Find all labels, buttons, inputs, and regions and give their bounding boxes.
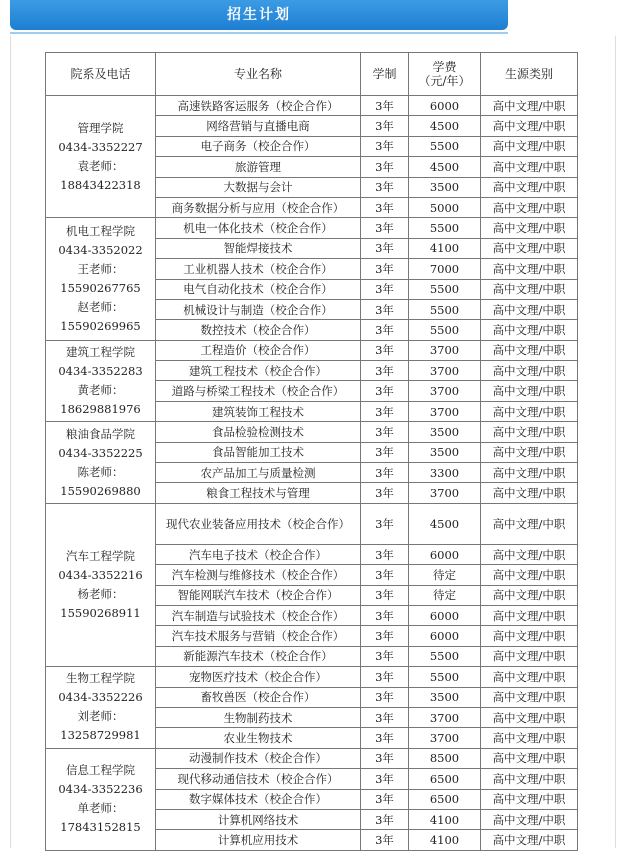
department-line: 15590268911 <box>60 605 141 620</box>
duration-cell: 3年 <box>361 483 409 503</box>
fee-cell: 4100 <box>409 830 481 850</box>
table-header-row <box>46 53 578 96</box>
source-cell: 高中文理/中职 <box>481 585 578 605</box>
source-cell: 高中文理/中职 <box>481 157 578 177</box>
department-cell <box>46 218 156 340</box>
header-source: 生源类别 <box>481 53 578 96</box>
major-cell: 食品智能加工技术 <box>156 442 361 462</box>
major-cell: 生物制药技术 <box>156 707 361 727</box>
source-cell: 高中文理/中职 <box>481 707 578 727</box>
fee-cell: 3500 <box>409 687 481 707</box>
fee-cell: 4100 <box>409 238 481 258</box>
major-cell: 畜牧兽医（校企合作） <box>156 687 361 707</box>
source-cell: 高中文理/中职 <box>481 789 578 809</box>
fee-cell: 3700 <box>409 707 481 727</box>
duration-cell: 3年 <box>361 299 409 319</box>
source-cell: 高中文理/中职 <box>481 422 578 442</box>
major-cell: 智能焊接技术 <box>156 238 361 258</box>
major-cell: 动漫制作技术（校企合作） <box>156 748 361 768</box>
duration-cell: 3年 <box>361 687 409 707</box>
department-line: 18843422318 <box>60 177 141 192</box>
major-cell: 商务数据分析与应用（校企合作） <box>156 197 361 217</box>
source-cell: 高中文理/中职 <box>481 565 578 585</box>
fee-cell: 4500 <box>409 116 481 136</box>
duration-cell: 3年 <box>361 401 409 421</box>
major-cell: 数字媒体技术（校企合作） <box>156 789 361 809</box>
department-line: 杨老师： <box>77 586 124 601</box>
major-cell: 智能网联汽车技术（校企合作） <box>156 585 361 605</box>
banner-underline <box>10 32 508 34</box>
duration-cell: 3年 <box>361 238 409 258</box>
major-cell: 汽车电子技术（校企合作） <box>156 544 361 564</box>
department-line: 0434-3352283 <box>58 363 143 378</box>
department-cell <box>46 96 156 218</box>
duration-cell: 3年 <box>361 361 409 381</box>
duration-cell: 3年 <box>361 381 409 401</box>
department-line: 王老师： <box>77 262 124 277</box>
header-dept: 院系及电话 <box>46 53 156 96</box>
department-line: 生物工程学院 <box>66 671 135 686</box>
table-row <box>46 340 578 360</box>
major-cell: 农产品加工与质量检测 <box>156 463 361 483</box>
department-cell <box>46 667 156 749</box>
table-row <box>46 218 578 238</box>
source-cell: 高中文理/中职 <box>481 646 578 666</box>
duration-cell: 3年 <box>361 544 409 564</box>
department-line: 建筑工程学院 <box>66 344 135 359</box>
source-cell: 高中文理/中职 <box>481 809 578 829</box>
department-line: 管理学院 <box>77 120 124 135</box>
source-cell: 高中文理/中职 <box>481 728 578 748</box>
duration-cell: 3年 <box>361 259 409 279</box>
fee-cell: 待定 <box>409 565 481 585</box>
fee-cell: 4500 <box>409 157 481 177</box>
duration-cell: 3年 <box>361 585 409 605</box>
source-cell: 高中文理/中职 <box>481 340 578 360</box>
banner-title: 招生计划 <box>227 7 291 23</box>
fee-cell: 5500 <box>409 279 481 299</box>
source-cell: 高中文理/中职 <box>481 442 578 462</box>
fee-cell: 6000 <box>409 605 481 625</box>
source-cell: 高中文理/中职 <box>481 259 578 279</box>
major-cell: 计算机网络技术 <box>156 809 361 829</box>
source-cell: 高中文理/中职 <box>481 238 578 258</box>
department-line: 单老师： <box>77 801 124 816</box>
major-cell: 电子商务（校企合作） <box>156 136 361 156</box>
major-cell: 汽车制造与试验技术（校企合作） <box>156 605 361 625</box>
department-cell <box>46 340 156 422</box>
source-cell: 高中文理/中职 <box>481 667 578 687</box>
fee-cell: 5500 <box>409 320 481 340</box>
duration-cell: 3年 <box>361 96 409 116</box>
fee-cell: 6500 <box>409 789 481 809</box>
source-cell: 高中文理/中职 <box>481 687 578 707</box>
duration-cell: 3年 <box>361 503 409 544</box>
source-cell: 高中文理/中职 <box>481 748 578 768</box>
department-line: 0434-3352022 <box>58 243 143 258</box>
header-duration: 学制 <box>361 53 409 96</box>
banner <box>0 0 620 40</box>
header-major: 专业名称 <box>156 53 361 96</box>
department-line: 陈老师： <box>77 464 124 479</box>
source-cell: 高中文理/中职 <box>481 605 578 625</box>
duration-cell: 3年 <box>361 830 409 850</box>
header-fee-line2: （元/年） <box>418 74 471 88</box>
duration-cell: 3年 <box>361 177 409 197</box>
major-cell: 现代农业装备应用技术（校企合作） <box>156 503 361 544</box>
source-cell: 高中文理/中职 <box>481 463 578 483</box>
fee-cell: 3700 <box>409 401 481 421</box>
department-line: 13258729981 <box>60 728 141 743</box>
major-cell: 大数据与会计 <box>156 177 361 197</box>
table-row <box>46 422 578 442</box>
fee-cell: 3700 <box>409 361 481 381</box>
source-cell: 高中文理/中职 <box>481 769 578 789</box>
major-cell: 道路与桥梁工程技术（校企合作） <box>156 381 361 401</box>
department-line: 17843152815 <box>60 820 141 835</box>
fee-cell: 3500 <box>409 422 481 442</box>
fee-cell: 8500 <box>409 748 481 768</box>
fee-cell: 6000 <box>409 626 481 646</box>
source-cell: 高中文理/中职 <box>481 320 578 340</box>
header-fee <box>409 53 481 96</box>
duration-cell: 3年 <box>361 340 409 360</box>
fee-cell: 6000 <box>409 96 481 116</box>
department-line: 黄老师： <box>77 382 124 397</box>
duration-cell: 3年 <box>361 422 409 442</box>
duration-cell: 3年 <box>361 218 409 238</box>
duration-cell: 3年 <box>361 136 409 156</box>
banner-bar <box>10 0 508 30</box>
fee-cell: 3700 <box>409 483 481 503</box>
major-cell: 粮食工程技术与管理 <box>156 483 361 503</box>
duration-cell: 3年 <box>361 565 409 585</box>
fee-cell: 待定 <box>409 585 481 605</box>
department-line: 15590269880 <box>60 483 141 498</box>
major-cell: 现代移动通信技术（校企合作） <box>156 769 361 789</box>
major-cell: 网络营销与直播电商 <box>156 116 361 136</box>
fee-cell: 5000 <box>409 197 481 217</box>
fee-cell: 3700 <box>409 340 481 360</box>
fee-cell: 3700 <box>409 381 481 401</box>
source-cell: 高中文理/中职 <box>481 197 578 217</box>
fee-cell: 6000 <box>409 544 481 564</box>
source-cell: 高中文理/中职 <box>481 116 578 136</box>
major-cell: 建筑工程技术（校企合作） <box>156 361 361 381</box>
department-line: 15590267765 <box>60 281 141 296</box>
department-line: 赵老师： <box>77 300 124 315</box>
source-cell: 高中文理/中职 <box>481 381 578 401</box>
department-cell <box>46 422 156 504</box>
table-body <box>46 96 578 851</box>
fee-cell: 6500 <box>409 769 481 789</box>
major-cell: 新能源汽车技术（校企合作） <box>156 646 361 666</box>
department-cell <box>46 748 156 850</box>
department-line: 0434-3352226 <box>58 690 143 705</box>
major-cell: 电气自动化技术（校企合作） <box>156 279 361 299</box>
source-cell: 高中文理/中职 <box>481 544 578 564</box>
source-cell: 高中文理/中职 <box>481 218 578 238</box>
duration-cell: 3年 <box>361 769 409 789</box>
fee-cell: 7000 <box>409 259 481 279</box>
department-line: 粮油食品学院 <box>66 426 135 441</box>
duration-cell: 3年 <box>361 667 409 687</box>
header-fee-line1: 学费 <box>432 60 457 74</box>
department-line: 信息工程学院 <box>66 763 135 778</box>
table-row <box>46 503 578 544</box>
source-cell: 高中文理/中职 <box>481 96 578 116</box>
department-line: 18629881976 <box>60 401 141 416</box>
major-cell: 工程造价（校企合作） <box>156 340 361 360</box>
source-cell: 高中文理/中职 <box>481 626 578 646</box>
major-cell: 高速铁路客运服务（校企合作） <box>156 96 361 116</box>
fee-cell: 5500 <box>409 136 481 156</box>
fee-cell: 3700 <box>409 728 481 748</box>
major-cell: 机械设计与制造（校企合作） <box>156 299 361 319</box>
major-cell: 汽车技术服务与营销（校企合作） <box>156 626 361 646</box>
department-line: 0434-3352236 <box>58 782 143 797</box>
table-row <box>46 96 578 116</box>
major-cell: 计算机应用技术 <box>156 830 361 850</box>
source-cell: 高中文理/中职 <box>481 177 578 197</box>
duration-cell: 3年 <box>361 463 409 483</box>
source-cell: 高中文理/中职 <box>481 299 578 319</box>
major-cell: 建筑装饰工程技术 <box>156 401 361 421</box>
duration-cell: 3年 <box>361 279 409 299</box>
duration-cell: 3年 <box>361 116 409 136</box>
department-line: 15590269965 <box>60 319 141 334</box>
duration-cell: 3年 <box>361 197 409 217</box>
duration-cell: 3年 <box>361 707 409 727</box>
source-cell: 高中文理/中职 <box>481 830 578 850</box>
department-line: 0434-3352225 <box>58 445 143 460</box>
source-cell: 高中文理/中职 <box>481 401 578 421</box>
duration-cell: 3年 <box>361 789 409 809</box>
enrollment-plan-table <box>45 52 578 851</box>
source-cell: 高中文理/中职 <box>481 136 578 156</box>
duration-cell: 3年 <box>361 646 409 666</box>
department-line: 汽车工程学院 <box>66 548 135 563</box>
fee-cell: 3500 <box>409 442 481 462</box>
fee-cell: 5500 <box>409 218 481 238</box>
fee-cell: 4100 <box>409 809 481 829</box>
department-line: 0434-3352227 <box>58 139 143 154</box>
source-cell: 高中文理/中职 <box>481 503 578 544</box>
department-cell <box>46 503 156 666</box>
duration-cell: 3年 <box>361 320 409 340</box>
fee-cell: 5500 <box>409 646 481 666</box>
fee-cell: 4500 <box>409 503 481 544</box>
duration-cell: 3年 <box>361 626 409 646</box>
department-line: 刘老师： <box>77 709 124 724</box>
department-line: 袁老师： <box>77 158 124 173</box>
table-row <box>46 748 578 768</box>
department-line: 机电工程学院 <box>66 224 135 239</box>
fee-cell: 3500 <box>409 177 481 197</box>
fee-cell: 5500 <box>409 667 481 687</box>
fee-cell: 5500 <box>409 299 481 319</box>
department-line: 0434-3352216 <box>58 567 143 582</box>
major-cell: 汽车检测与维修技术（校企合作） <box>156 565 361 585</box>
duration-cell: 3年 <box>361 748 409 768</box>
table-row <box>46 667 578 687</box>
duration-cell: 3年 <box>361 442 409 462</box>
major-cell: 宠物医疗技术（校企合作） <box>156 667 361 687</box>
duration-cell: 3年 <box>361 605 409 625</box>
major-cell: 数控技术（校企合作） <box>156 320 361 340</box>
fee-cell: 3300 <box>409 463 481 483</box>
duration-cell: 3年 <box>361 809 409 829</box>
major-cell: 旅游管理 <box>156 157 361 177</box>
major-cell: 农业生物技术 <box>156 728 361 748</box>
duration-cell: 3年 <box>361 157 409 177</box>
duration-cell: 3年 <box>361 728 409 748</box>
major-cell: 机电一体化技术（校企合作） <box>156 218 361 238</box>
major-cell: 工业机器人技术（校企合作） <box>156 259 361 279</box>
source-cell: 高中文理/中职 <box>481 361 578 381</box>
source-cell: 高中文理/中职 <box>481 279 578 299</box>
source-cell: 高中文理/中职 <box>481 483 578 503</box>
major-cell: 食品检验检测技术 <box>156 422 361 442</box>
